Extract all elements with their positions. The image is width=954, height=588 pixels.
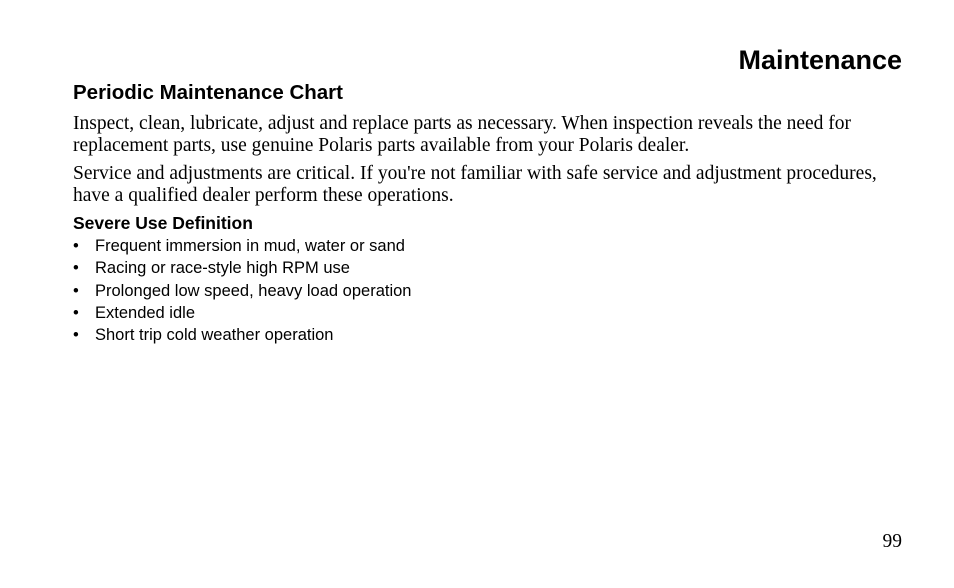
bullet-icon: • — [73, 237, 79, 255]
severe-use-list — [73, 235, 903, 346]
list-item-text: Prolonged low speed, heavy load operation — [95, 281, 412, 300]
service-paragraph: Service and adjustments are critical. If you're not familiar with safe service and adjustment procedures, have a qualified dealer perform these operations. — [73, 163, 877, 206]
list-item — [73, 257, 903, 279]
section-title: Periodic Maintenance Chart — [73, 81, 343, 104]
list-item — [73, 280, 903, 302]
page-number: 99 — [882, 531, 902, 552]
list-item — [73, 324, 903, 346]
bullet-icon: • — [73, 303, 79, 322]
main-content — [73, 80, 903, 346]
bullet-icon: • — [73, 281, 79, 300]
list-item-text: Racing or race-style high RPM use — [95, 259, 350, 278]
list-item — [73, 235, 903, 257]
list-item-text: Short trip cold weather operation — [95, 326, 334, 345]
bullet-icon: • — [73, 326, 79, 345]
severe-use-title: Severe Use Definition — [73, 213, 253, 233]
list-item-text: Extended idle — [95, 303, 195, 322]
list-item — [73, 302, 903, 324]
bullet-icon: • — [73, 259, 79, 278]
intro-paragraph: Inspect, clean, lubricate, adjust and replace parts as necessary. When inspection reveals the need for replacement parts, use genuine Polaris parts available from your Polaris dealer. — [73, 113, 852, 156]
list-item-text: Frequent immersion in mud, water or sand — [95, 237, 405, 255]
page-header-title: Maintenance — [738, 45, 902, 75]
